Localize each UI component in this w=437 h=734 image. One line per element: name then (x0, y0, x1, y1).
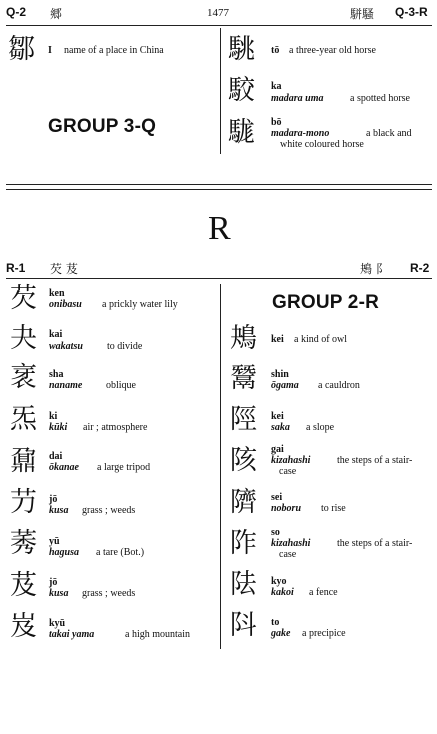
entry-reading: shin (271, 369, 289, 380)
entry-meaning: grass ; weeds (82, 588, 136, 599)
entry-japanese: hagusa (49, 547, 80, 558)
entry-reading: kyū (49, 618, 66, 629)
entry-reading: kei (271, 411, 284, 422)
entry-kanji: 駮 (228, 75, 255, 106)
entry-meaning: a precipice (302, 628, 346, 639)
entry-japanese: kakoi (271, 587, 294, 598)
group-2r-heading: GROUP 2-R (272, 292, 380, 313)
entry-reading: gai (271, 444, 284, 455)
entry-meaning: air ; atmosphere (83, 422, 148, 433)
entry-meaning: to divide (107, 341, 143, 352)
entry-kanji: 炁 (10, 404, 37, 435)
entry-japanese: madara-mono (271, 128, 330, 139)
entry-meaning: oblique (106, 380, 136, 391)
entry-japanese: kizahashi (271, 455, 311, 466)
entry-kanji: 鼐 (10, 446, 37, 477)
entry-meaning: a slope (306, 422, 335, 433)
entry-reading: sha (49, 369, 64, 380)
entry-kanji: 鬵 (230, 363, 257, 394)
entry-kanji: 莠 (10, 528, 37, 559)
entry-meaning: a fence (309, 587, 338, 598)
entry-reading: sei (271, 492, 283, 503)
entry-japanese: onibasu (49, 299, 82, 310)
entry-reading: jō (49, 577, 58, 588)
entry-japanese: kūki (49, 422, 68, 433)
entry-reading: kei (271, 334, 284, 345)
entry-japanese: kusa (49, 588, 69, 599)
entry-kanji: 阼 (230, 528, 257, 559)
entry-kanji: 駣 (228, 34, 255, 65)
entry-japanese: saka (271, 422, 290, 433)
entry-japanese: naname (49, 380, 83, 391)
header-rule (6, 25, 432, 26)
entry-japanese: kizahashi (271, 538, 311, 549)
q2-reading: I (48, 45, 52, 56)
entry-meaning-cont: case (279, 466, 297, 477)
r2-header-kanji: 鴂 阝 (360, 262, 388, 276)
left-section-code: Q-2 (6, 5, 27, 19)
entry-meaning: the steps of a stair- (337, 455, 413, 466)
q2-meaning: name of a place in China (64, 45, 164, 56)
entry-kanji: 隮 (230, 487, 257, 518)
entry-reading: bō (271, 117, 282, 128)
entry-japanese: wakatsu (49, 341, 83, 352)
section-letter: R (208, 210, 231, 247)
entry-meaning: a cauldron (318, 380, 360, 391)
entry-kanji: 芀 (10, 487, 37, 518)
entry-meaning: a high mountain (125, 629, 190, 640)
entry-kanji: 夬 (10, 323, 37, 354)
entry-meaning: grass ; weeds (82, 505, 136, 516)
section-rule-bottom (6, 189, 432, 190)
entry-kanji: 阹 (230, 569, 257, 600)
entry-japanese: madara uma (271, 93, 324, 104)
entry-reading: so (271, 527, 280, 538)
entry-japanese: takai yama (49, 629, 95, 640)
entry-reading: ka (271, 81, 282, 92)
right-header-kanji: 駢騷 (350, 7, 375, 21)
entry-kanji: 駹 (228, 117, 255, 148)
entry-meaning: a prickly water lily (102, 299, 178, 310)
entry-kanji: 衺 (10, 362, 37, 393)
entry-meaning: a large tripod (97, 462, 151, 473)
r1-header-kanji: 芡 芨 (50, 262, 78, 276)
group-3q-heading: GROUP 3-Q (48, 116, 157, 137)
left-header-kanji: 郷 (50, 7, 63, 21)
entry-reading: dai (49, 451, 63, 462)
entry-kanji: 陘 (230, 404, 257, 435)
q2-kanji: 鄒 (8, 34, 35, 65)
entry-kanji: 阧 (230, 610, 257, 641)
entry-meaning: a kind of owl (294, 334, 348, 345)
entry-reading: tō (271, 45, 280, 56)
r1-code: R-1 (6, 261, 26, 275)
entry-kanji: 芨 (10, 570, 37, 601)
entry-reading: ken (49, 288, 65, 299)
entry-kanji: 陔 (230, 445, 257, 476)
entry-kanji: 芡 (10, 283, 37, 314)
right-section-code: Q-3-R (395, 5, 428, 19)
entry-reading: to (271, 617, 280, 628)
entry-japanese: ōgama (271, 380, 299, 391)
entry-japanese: ōkanae (49, 462, 79, 473)
r2-code: R-2 (410, 261, 430, 275)
entry-meaning: a black and (366, 128, 412, 139)
column-divider-lower (220, 284, 221, 649)
entry-reading: yū (49, 536, 60, 547)
entry-reading: kyo (271, 576, 287, 587)
entry-meaning: a tare (Bot.) (96, 547, 145, 558)
column-divider-upper (220, 28, 221, 154)
entry-reading: kai (49, 329, 63, 340)
entry-japanese: gake (271, 628, 291, 639)
entry-reading: ki (49, 411, 58, 422)
entry-kanji: 鴂 (230, 323, 257, 354)
entry-kanji: 岌 (10, 611, 37, 642)
entry-meaning: the steps of a stair- (337, 538, 413, 549)
page-number: 1477 (207, 7, 229, 19)
entry-reading: jō (49, 494, 58, 505)
entry-meaning: a three-year old horse (289, 45, 376, 56)
entry-meaning-cont: white coloured horse (280, 139, 364, 150)
entry-meaning: a spotted horse (350, 93, 410, 104)
r-header-rule (6, 278, 432, 279)
entry-meaning-cont: case (279, 549, 297, 560)
entry-japanese: kusa (49, 505, 69, 516)
section-rule-top (6, 184, 432, 185)
entry-japanese: noboru (271, 503, 302, 514)
entry-meaning: to rise (321, 503, 346, 514)
